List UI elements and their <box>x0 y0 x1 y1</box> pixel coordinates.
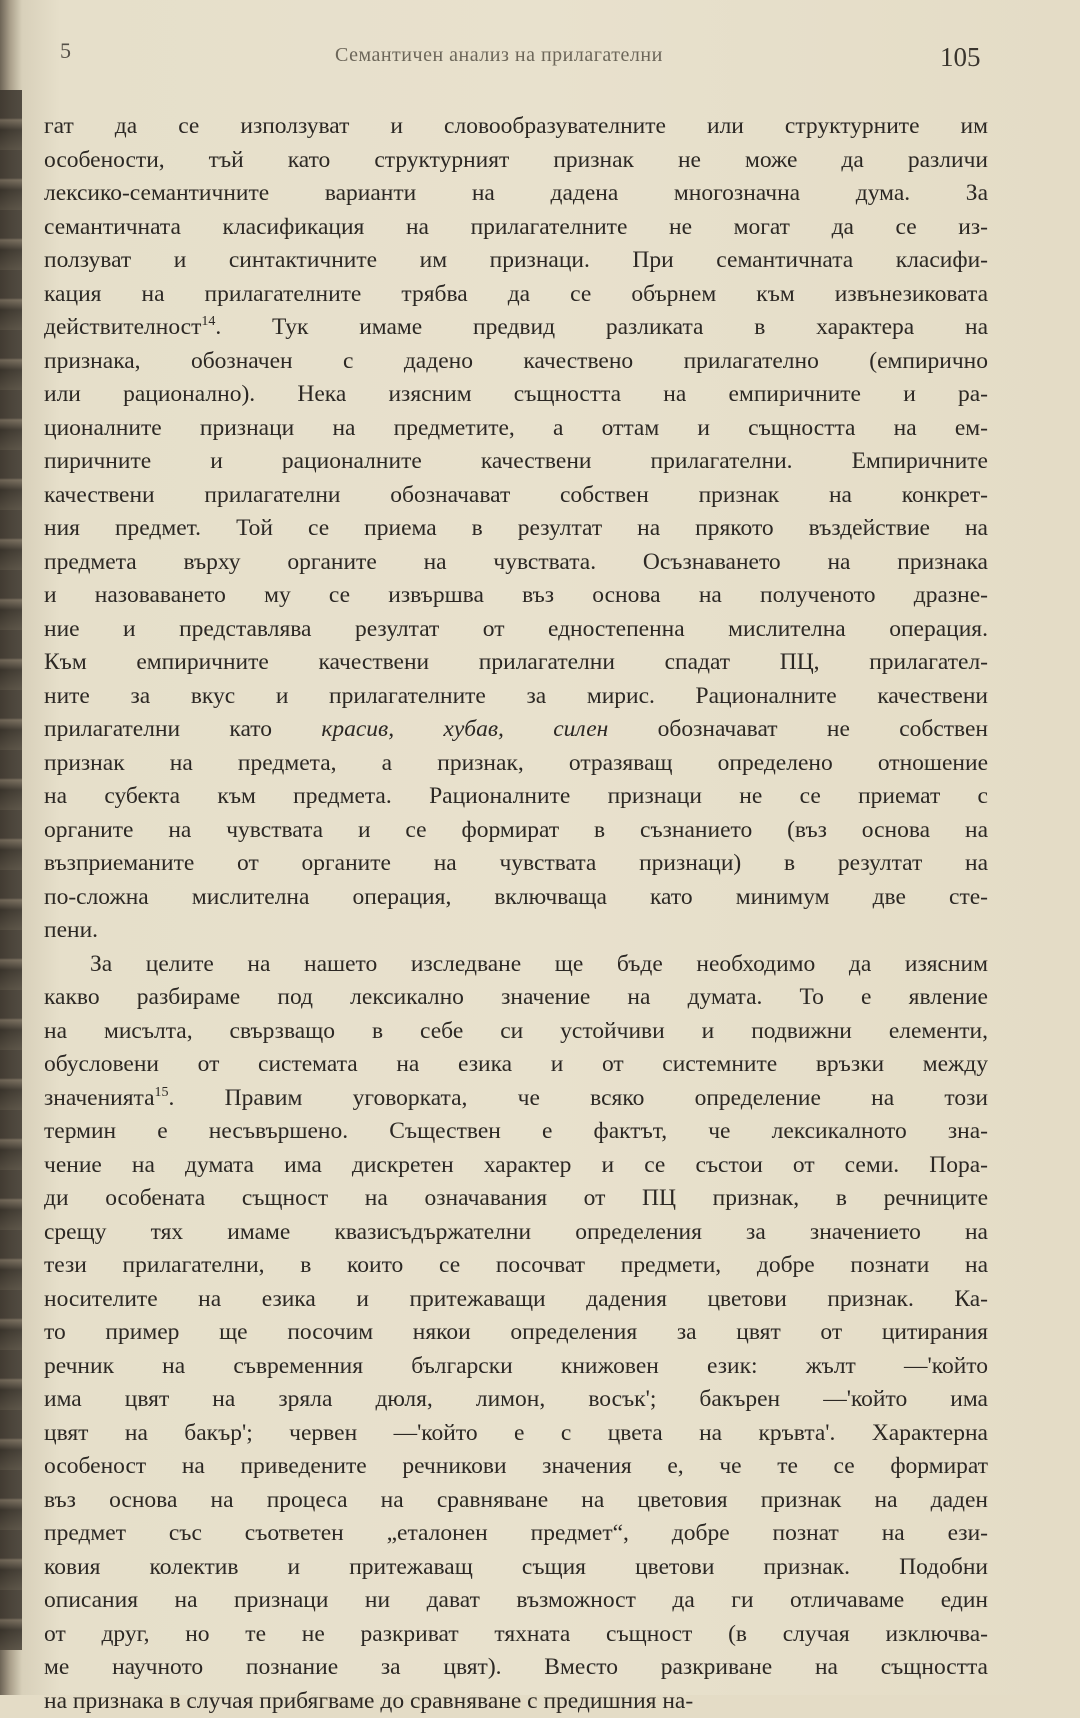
text-line: семантичната класификация на прилагателните не могат да се из- <box>44 211 988 245</box>
text-line: на признака в случая прибягваме до сравняване с предишния на- <box>44 1685 988 1718</box>
text-line: термин е несъвършено. Съществен е фактът, че лексикалното зна- <box>44 1115 988 1149</box>
footnote-ref: 14 <box>201 314 215 329</box>
paragraph <box>44 948 988 1718</box>
text-line: предмет със съответен „еталонен предмет“, добре познат на ези- <box>44 1517 988 1551</box>
text-body <box>44 110 988 1718</box>
text-line: гат да се използуват и словообразувателните или структурните им <box>44 110 988 144</box>
text-line: пиричните и рационалните качествени прилагателни. Емпиричните <box>44 445 988 479</box>
text-line: възприеманите от органите на чувствата признаци) в резултат на <box>44 847 988 881</box>
text-line: от друг, но те не разкриват тяхната същност (в случая изключва- <box>44 1618 988 1652</box>
text-line: органите на чувствата и се формират в съзнанието (въз основа на <box>44 814 988 848</box>
text-line: ковия колектив и притежаващ същия цветови признак. Подобни <box>44 1551 988 1585</box>
running-head <box>0 30 1080 80</box>
text-line: ционалните признаци на предметите, а оттам и същността на ем- <box>44 412 988 446</box>
text-line: особености, тъй като структурният признак не може да различи <box>44 144 988 178</box>
running-head-title: Семантичен анализ на прилагателни <box>335 44 663 67</box>
text-line: обусловени от системата на езика и от системните връзки между <box>44 1048 988 1082</box>
text-line: ние и представлява резултат от едностепенна мислителна операция. <box>44 613 988 647</box>
text-line: признака, обозначен с дадено качествено прилагателно (емпирично <box>44 345 988 379</box>
text-line: ните за вкус и прилагателните за мирис. Рационалните качествени <box>44 680 988 714</box>
text-line: значенията$^{15}$. Правим уговорката, че всяко определение на този <box>44 1082 988 1116</box>
italic-term: красив, хубав, силен <box>321 716 608 742</box>
chapter-number: 5 <box>60 38 71 64</box>
text-line: тези прилагателни, в които се посочват предмети, добре познати на <box>44 1249 988 1283</box>
text-line: описания на признаци ни дават възможност да ги отличаваме един <box>44 1584 988 1618</box>
text-line: срещу тях имаме квазисъдържателни определения за значението на <box>44 1216 988 1250</box>
text-line: действителност$^{14}$. Тук имаме предвид разликата в характера на <box>44 311 988 345</box>
text-line: цвят на бакър'; червен —'който е с цвета на кръвта'. Характерна <box>44 1417 988 1451</box>
text-line: ме научното познание за цвят). Вместо разкриване на същността <box>44 1651 988 1685</box>
text-line: речник на съвременния български книжовен език: жълт —'който <box>44 1350 988 1384</box>
text-line: и назоваването му се извършва въз основа на полученото дразне- <box>44 579 988 613</box>
text-line: предмета върху органите на чувствата. Осъзнаването на признака <box>44 546 988 580</box>
text-line: на мисълта, свързващо в себе си устойчиви и подвижни елементи, <box>44 1015 988 1049</box>
paragraph <box>44 110 988 948</box>
text-line: чение на думата има дискретен характер и се състои от семи. Пора- <box>44 1149 988 1183</box>
text-line: носителите на езика и притежаващи дадения цветови признак. Ка- <box>44 1283 988 1317</box>
text-line: на субекта към предмета. Рационалните признаци не се приемат с <box>44 780 988 814</box>
book-gutter-shadow <box>0 90 22 1650</box>
text-line: въз основа на процеса на сравняване на цветовия признак на даден <box>44 1484 988 1518</box>
text-line: ди особената същност на означавания от ПЦ признак, в речниците <box>44 1182 988 1216</box>
text-line: кация на прилагателните трябва да се обърнем към извънезиковата <box>44 278 988 312</box>
text-line: пени. <box>44 914 988 948</box>
text-line: прилагателни като красив, хубав, силен обозначават не собствен <box>44 713 988 747</box>
text-line: особеност на приведените речникови значения е, че те се формират <box>44 1450 988 1484</box>
text-line: то пример ще посочим някои определения за цвят от цитирания <box>44 1316 988 1350</box>
text-line: признак на предмета, а признак, отразяващ определено отношение <box>44 747 988 781</box>
text-line: лексико-семантичните варианти на дадена многозначна дума. За <box>44 177 988 211</box>
text-line: Към емпиричните качествени прилагателни спадат ПЦ, прилагател- <box>44 646 988 680</box>
text-line: или рационално). Нека изясним същността на емпиричните и ра- <box>44 378 988 412</box>
text-line: има цвят на зряла дюля, лимон, восък'; бакърен —'който има <box>44 1383 988 1417</box>
text-line: по-сложна мислителна операция, включваща като минимум две сте- <box>44 881 988 915</box>
text-line: ползуват и синтактичните им признаци. При семантичната класифи- <box>44 244 988 278</box>
text-line: ния предмет. Той се приема в резултат на прякото въздействие на <box>44 512 988 546</box>
footnote-ref: 15 <box>155 1085 169 1100</box>
text-line: качествени прилагателни обозначават собствен признак на конкрет- <box>44 479 988 513</box>
text-line: какво разбираме под лексикално значение на думата. То е явление <box>44 981 988 1015</box>
text-line: За целите на нашето изследване ще бъде необходимо да изясним <box>44 948 988 982</box>
page-number: 105 <box>940 42 981 73</box>
